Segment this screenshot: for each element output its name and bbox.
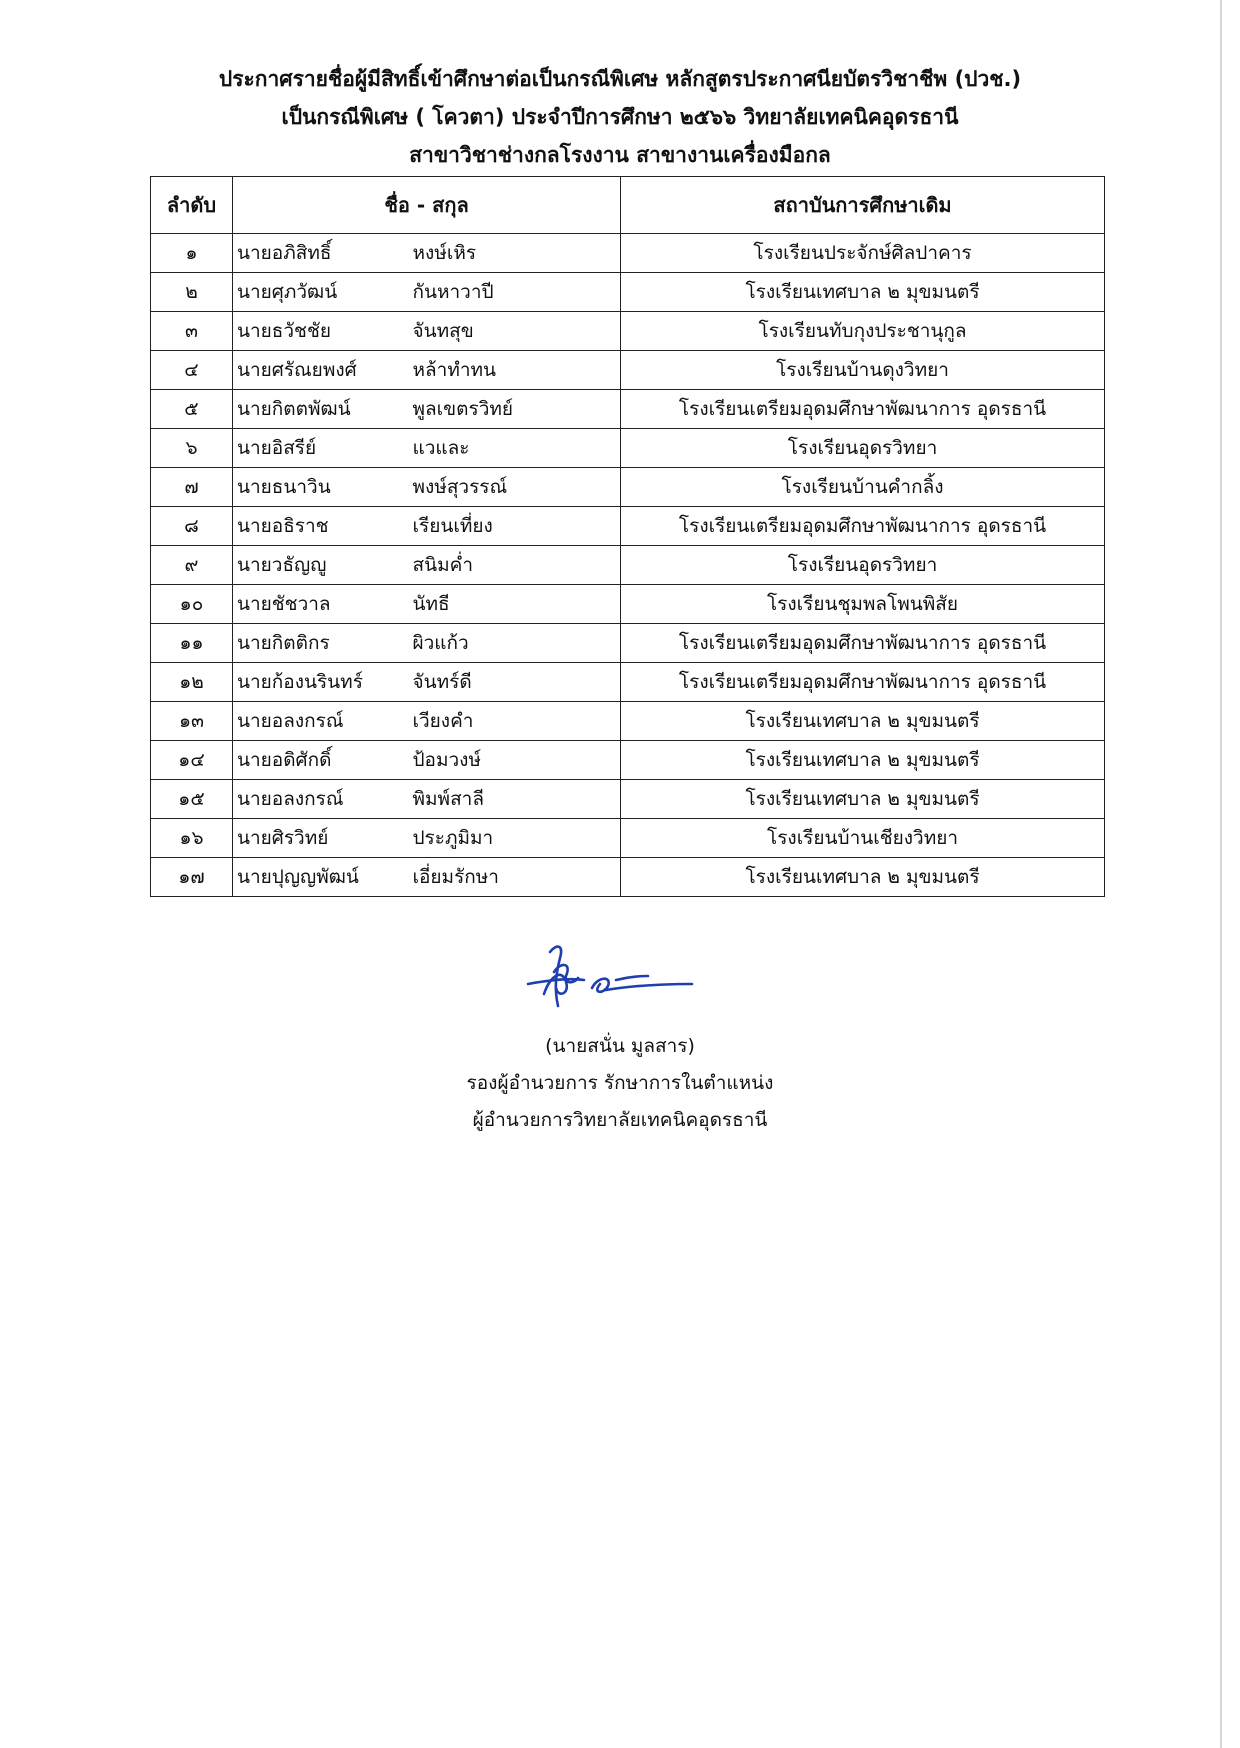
header-line-3: สาขาวิชาช่างกลโรงงาน สาขางานเครื่องมือกล (409, 143, 831, 167)
header-line-2: เป็นกรณีพิเศษ ( โควตา) ประจำปีการศึกษา ๒๕๖๖ วิทยาลัยเทคนิคอุดรธานี (281, 105, 959, 129)
page-edge (1220, 0, 1222, 1748)
table-row (151, 546, 1105, 585)
student-last-name: นัทธี (409, 585, 621, 624)
student-last-name: แวและ (409, 429, 621, 468)
row-number: ๑๒ (151, 663, 233, 702)
previous-school: โรงเรียนอุดรวิทยา (621, 546, 1105, 585)
previous-school: โรงเรียนประจักษ์ศิลปาคาร (621, 234, 1105, 273)
table-row (151, 858, 1105, 897)
student-first-name: นายอิสรีย์ (233, 429, 409, 468)
table-row (151, 390, 1105, 429)
previous-school: โรงเรียนเทศบาล ๒ มุขมนตรี (621, 780, 1105, 819)
student-first-name: นายธวัชชัย (233, 312, 409, 351)
student-first-name: นายกิตติกร (233, 624, 409, 663)
previous-school: โรงเรียนเทศบาล ๒ มุขมนตรี (621, 273, 1105, 312)
row-number: ๑๗ (151, 858, 233, 897)
student-last-name: กันหาวาปี (409, 273, 621, 312)
table-row (151, 468, 1105, 507)
student-last-name: หล้าทำทน (409, 351, 621, 390)
previous-school: โรงเรียนเทศบาล ๒ มุขมนตรี (621, 741, 1105, 780)
signatory-block (0, 1028, 1240, 1139)
student-first-name: นายวธัญญู (233, 546, 409, 585)
row-number: ๘ (151, 507, 233, 546)
signatory-position-2: ผู้อำนวยการวิทยาลัยเทคนิคอุดรธานี (472, 1109, 768, 1131)
previous-school: โรงเรียนเทศบาล ๒ มุขมนตรี (621, 702, 1105, 741)
table-row (151, 624, 1105, 663)
previous-school: โรงเรียนชุมพลโพนพิสัย (621, 585, 1105, 624)
student-first-name: นายอลงกรณ์ (233, 780, 409, 819)
student-last-name: พูลเขตรวิทย์ (409, 390, 621, 429)
student-first-name: นายกิตตพัฒน์ (233, 390, 409, 429)
row-number: ๑๑ (151, 624, 233, 663)
previous-school: โรงเรียนบ้านดุงวิทยา (621, 351, 1105, 390)
student-list-table (150, 176, 1105, 897)
previous-school: โรงเรียนเตรียมอุดมศึกษาพัฒนาการ อุดรธานี (621, 390, 1105, 429)
row-number: ๓ (151, 312, 233, 351)
row-number: ๑๐ (151, 585, 233, 624)
signatory-position-1: รองผู้อำนวยการ รักษาการในตำแหน่ง (466, 1072, 774, 1094)
row-number: ๑๕ (151, 780, 233, 819)
row-number: ๖ (151, 429, 233, 468)
table-row (151, 507, 1105, 546)
previous-school: โรงเรียนเตรียมอุดมศึกษาพัฒนาการ อุดรธานี (621, 507, 1105, 546)
previous-school: โรงเรียนเทศบาล ๒ มุขมนตรี (621, 858, 1105, 897)
column-header-name: ชื่อ - สกุล (233, 177, 621, 234)
column-header-school: สถาบันการศึกษาเดิม (621, 177, 1105, 234)
previous-school: โรงเรียนเตรียมอุดมศึกษาพัฒนาการ อุดรธานี (621, 624, 1105, 663)
table-row (151, 429, 1105, 468)
table-row (151, 312, 1105, 351)
student-last-name: จันทสุข (409, 312, 621, 351)
student-first-name: นายธนาวิน (233, 468, 409, 507)
previous-school: โรงเรียนบ้านเชียงวิทยา (621, 819, 1105, 858)
previous-school: โรงเรียนทับกุงประชานุกูล (621, 312, 1105, 351)
student-first-name: นายชัชวาล (233, 585, 409, 624)
student-first-name: นายอธิราช (233, 507, 409, 546)
student-last-name: หงษ์เหิร (409, 234, 621, 273)
table-row (151, 585, 1105, 624)
student-last-name: จันทร์ดี (409, 663, 621, 702)
table-body (151, 234, 1105, 897)
student-last-name: เรียนเที่ยง (409, 507, 621, 546)
table-row (151, 234, 1105, 273)
header-line-1: ประกาศรายชื่อผู้มีสิทธิ์เข้าศึกษาต่อเป็นกรณีพิเศษ หลักสูตรประกาศนียบัตรวิชาชีพ (ปวช.) (218, 67, 1022, 91)
row-number: ๑๔ (151, 741, 233, 780)
row-number: ๕ (151, 390, 233, 429)
student-last-name: เอี่ยมรักษา (409, 858, 621, 897)
student-first-name: นายปุญญพัฒน์ (233, 858, 409, 897)
document-header (0, 60, 1240, 174)
student-first-name: นายก้องนรินทร์ (233, 663, 409, 702)
student-last-name: พงษ์สุวรรณ์ (409, 468, 621, 507)
student-first-name: นายศรัณยพงศ์ (233, 351, 409, 390)
table-row (151, 351, 1105, 390)
row-number: ๙ (151, 546, 233, 585)
row-number: ๑๓ (151, 702, 233, 741)
previous-school: โรงเรียนบ้านคำกลิ้ง (621, 468, 1105, 507)
student-first-name: นายศิรวิทย์ (233, 819, 409, 858)
student-first-name: นายอลงกรณ์ (233, 702, 409, 741)
table-row (151, 663, 1105, 702)
row-number: ๗ (151, 468, 233, 507)
table-header-row (151, 177, 1105, 234)
student-last-name: สนิมค่ำ (409, 546, 621, 585)
table-row (151, 702, 1105, 741)
student-last-name: ประภูมิมา (409, 819, 621, 858)
student-first-name: นายอดิศักดิ์ (233, 741, 409, 780)
previous-school: โรงเรียนอุดรวิทยา (621, 429, 1105, 468)
table-row (151, 273, 1105, 312)
row-number: ๒ (151, 273, 233, 312)
table-row (151, 819, 1105, 858)
row-number: ๔ (151, 351, 233, 390)
table-row (151, 780, 1105, 819)
student-last-name: เวียงคำ (409, 702, 621, 741)
row-number: ๑๖ (151, 819, 233, 858)
table-row (151, 741, 1105, 780)
student-last-name: ป้อมวงษ์ (409, 741, 621, 780)
signatory-name: (นายสนั่น มูลสาร) (545, 1035, 695, 1057)
student-last-name: พิมพ์สาลี (409, 780, 621, 819)
previous-school: โรงเรียนเตรียมอุดมศึกษาพัฒนาการ อุดรธานี (621, 663, 1105, 702)
signature-image (520, 932, 700, 1012)
student-last-name: ผิวแก้ว (409, 624, 621, 663)
row-number: ๑ (151, 234, 233, 273)
student-first-name: นายอภิสิทธิ์ (233, 234, 409, 273)
student-first-name: นายศุภวัฒน์ (233, 273, 409, 312)
column-header-no: ลำดับ (151, 177, 233, 234)
